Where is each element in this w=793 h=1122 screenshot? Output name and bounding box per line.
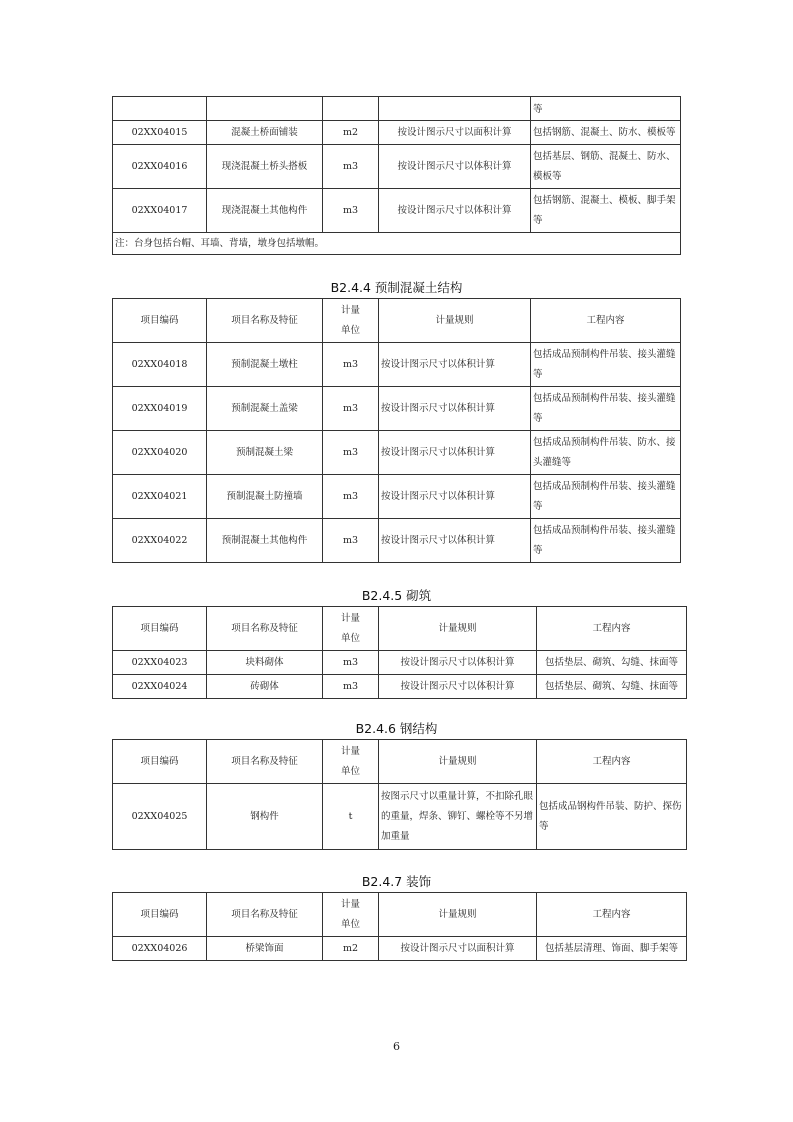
- header-rule: 计量规则: [379, 740, 537, 784]
- rule-cell: 按设计图示尺寸以体积计算: [379, 651, 537, 675]
- content-cell: 包括垫层、砌筑、勾缝、抹面等: [537, 675, 687, 699]
- name-cell: 预制混凝土梁: [207, 431, 323, 475]
- header-unit-line1: 计量: [340, 745, 360, 757]
- name-cell: [207, 97, 323, 121]
- content-cell: 包括成品预制构件吊装、接头灌缝等: [531, 475, 681, 519]
- content-cell: 包括成品预制构件吊装、防水、接头灌缝等: [531, 431, 681, 475]
- content-cell: 包括垫层、砌筑、勾缝、抹面等: [537, 651, 687, 675]
- name-cell: 块料砌体: [207, 651, 323, 675]
- section-title-b247: B2.4.7 装饰: [361, 874, 432, 889]
- header-name: 项目名称及特征: [207, 607, 323, 651]
- header-unit-line2: 单位: [340, 765, 360, 777]
- table-row: [113, 651, 687, 675]
- unit-cell: m3: [323, 343, 379, 387]
- section-title-b245: B2.4.5 砌筑: [361, 588, 432, 603]
- section-title-b244: B2.4.4 预制混凝土结构: [330, 280, 463, 295]
- table-row: [113, 431, 681, 475]
- header-rule: 计量规则: [379, 299, 531, 343]
- rule-cell: [379, 97, 531, 121]
- header-unit-line1: 计量: [340, 304, 360, 316]
- unit-cell: [323, 97, 379, 121]
- table-b247: [112, 892, 687, 961]
- code-cell: 02XX04024: [113, 675, 207, 699]
- header-content: 工程内容: [537, 740, 687, 784]
- code-cell: [113, 97, 207, 121]
- name-cell: 预制混凝土墩柱: [207, 343, 323, 387]
- table-row: [113, 343, 681, 387]
- table-row: [113, 475, 681, 519]
- name-cell: 现浇混凝土桥头搭板: [207, 145, 323, 189]
- table-note: 注：台身包括台帽、耳墙、背墙，墩身包括墩帽。: [113, 233, 681, 255]
- code-cell: 02XX04021: [113, 475, 207, 519]
- content-cell: 包括成品钢构件吊装、防护、探伤等: [537, 784, 687, 850]
- content-cell: 包括基层、钢筋、混凝土、防水、模板等: [531, 145, 681, 189]
- content-cell: 包括钢筋、混凝土、防水、模板等: [531, 121, 681, 145]
- header-content: 工程内容: [531, 299, 681, 343]
- table-row: [113, 121, 681, 145]
- rule-cell: 按图示尺寸以重量计算，不扣除孔眼的重量，焊条、铆钉、螺栓等不另增加重量: [379, 784, 537, 850]
- table-row: [113, 97, 681, 121]
- code-cell: 02XX04026: [113, 937, 207, 961]
- rule-cell: 按设计图示尺寸以体积计算: [379, 189, 531, 233]
- unit-cell: m3: [323, 675, 379, 699]
- header-code: 项目编码: [113, 299, 207, 343]
- table-b246: [112, 739, 687, 850]
- header-unit-line2: 单位: [340, 632, 360, 644]
- code-cell: 02XX04020: [113, 431, 207, 475]
- unit-cell: m3: [323, 189, 379, 233]
- header-unit-line1: 计量: [340, 612, 360, 624]
- rule-cell: 按设计图示尺寸以体积计算: [379, 519, 531, 563]
- content-cell: 包括基层清理、饰面、脚手架等: [537, 937, 687, 961]
- rule-cell: 按设计图示尺寸以体积计算: [379, 431, 531, 475]
- table-row: [113, 937, 687, 961]
- table-row: [113, 387, 681, 431]
- header-code: 项目编码: [113, 893, 207, 937]
- header-code: 项目编码: [113, 607, 207, 651]
- header-unit: [323, 893, 379, 937]
- code-cell: 02XX04017: [113, 189, 207, 233]
- header-unit: [323, 299, 379, 343]
- header-unit: [323, 740, 379, 784]
- section-title-b246: B2.4.6 钢结构: [355, 721, 438, 736]
- unit-cell: m3: [323, 475, 379, 519]
- code-cell: 02XX04023: [113, 651, 207, 675]
- header-name: 项目名称及特征: [207, 740, 323, 784]
- rule-cell: 按设计图示尺寸以体积计算: [379, 387, 531, 431]
- header-content: 工程内容: [537, 893, 687, 937]
- header-name: 项目名称及特征: [207, 299, 323, 343]
- table-b243-continued: [112, 96, 681, 255]
- table-row: [113, 519, 681, 563]
- name-cell: 预制混凝土防撞墙: [207, 475, 323, 519]
- name-cell: 预制混凝土盖梁: [207, 387, 323, 431]
- unit-cell: m3: [323, 145, 379, 189]
- code-cell: 02XX04016: [113, 145, 207, 189]
- code-cell: 02XX04018: [113, 343, 207, 387]
- header-content: 工程内容: [537, 607, 687, 651]
- table-b245: [112, 606, 687, 699]
- header-unit: [323, 607, 379, 651]
- unit-cell: m3: [323, 519, 379, 563]
- name-cell: 预制混凝土其他构件: [207, 519, 323, 563]
- header-unit-line2: 单位: [340, 324, 360, 336]
- header-rule: 计量规则: [379, 893, 537, 937]
- rule-cell: 按设计图示尺寸以面积计算: [379, 937, 537, 961]
- name-cell: 混凝土桥面铺装: [207, 121, 323, 145]
- header-unit-line1: 计量: [340, 898, 360, 910]
- unit-cell: m3: [323, 651, 379, 675]
- page-number: 6: [393, 1040, 400, 1053]
- content-cell: 包括成品预制构件吊装、接头灌缝等: [531, 519, 681, 563]
- code-cell: 02XX04019: [113, 387, 207, 431]
- rule-cell: 按设计图示尺寸以面积计算: [379, 121, 531, 145]
- unit-cell: m2: [323, 121, 379, 145]
- header-row: [113, 607, 687, 651]
- table-row: [113, 145, 681, 189]
- name-cell: 砖砌体: [207, 675, 323, 699]
- rule-cell: 按设计图示尺寸以体积计算: [379, 343, 531, 387]
- rule-cell: 按设计图示尺寸以体积计算: [379, 145, 531, 189]
- header-unit-line2: 单位: [340, 918, 360, 930]
- code-cell: 02XX04025: [113, 784, 207, 850]
- header-name: 项目名称及特征: [207, 893, 323, 937]
- rule-cell: 按设计图示尺寸以体积计算: [379, 475, 531, 519]
- header-code: 项目编码: [113, 740, 207, 784]
- name-cell: 钢构件: [207, 784, 323, 850]
- table-b244: [112, 298, 681, 563]
- code-cell: 02XX04022: [113, 519, 207, 563]
- unit-cell: t: [323, 784, 379, 850]
- name-cell: 桥梁饰面: [207, 937, 323, 961]
- content-cell: 包括钢筋、混凝土、模板、脚手架等: [531, 189, 681, 233]
- unit-cell: m3: [323, 387, 379, 431]
- content-cell: 包括成品预制构件吊装、接头灌缝等: [531, 387, 681, 431]
- unit-cell: m3: [323, 431, 379, 475]
- code-cell: 02XX04015: [113, 121, 207, 145]
- note-row: [113, 233, 681, 255]
- header-row: [113, 299, 681, 343]
- name-cell: 现浇混凝土其他构件: [207, 189, 323, 233]
- rule-cell: 按设计图示尺寸以体积计算: [379, 675, 537, 699]
- header-rule: 计量规则: [379, 607, 537, 651]
- content-cell: 包括成品预制构件吊装、接头灌缝等: [531, 343, 681, 387]
- table-row: [113, 189, 681, 233]
- unit-cell: m2: [323, 937, 379, 961]
- header-row: [113, 893, 687, 937]
- table-row: [113, 675, 687, 699]
- table-row: [113, 784, 687, 850]
- content-cell: 等: [531, 97, 681, 121]
- header-row: [113, 740, 687, 784]
